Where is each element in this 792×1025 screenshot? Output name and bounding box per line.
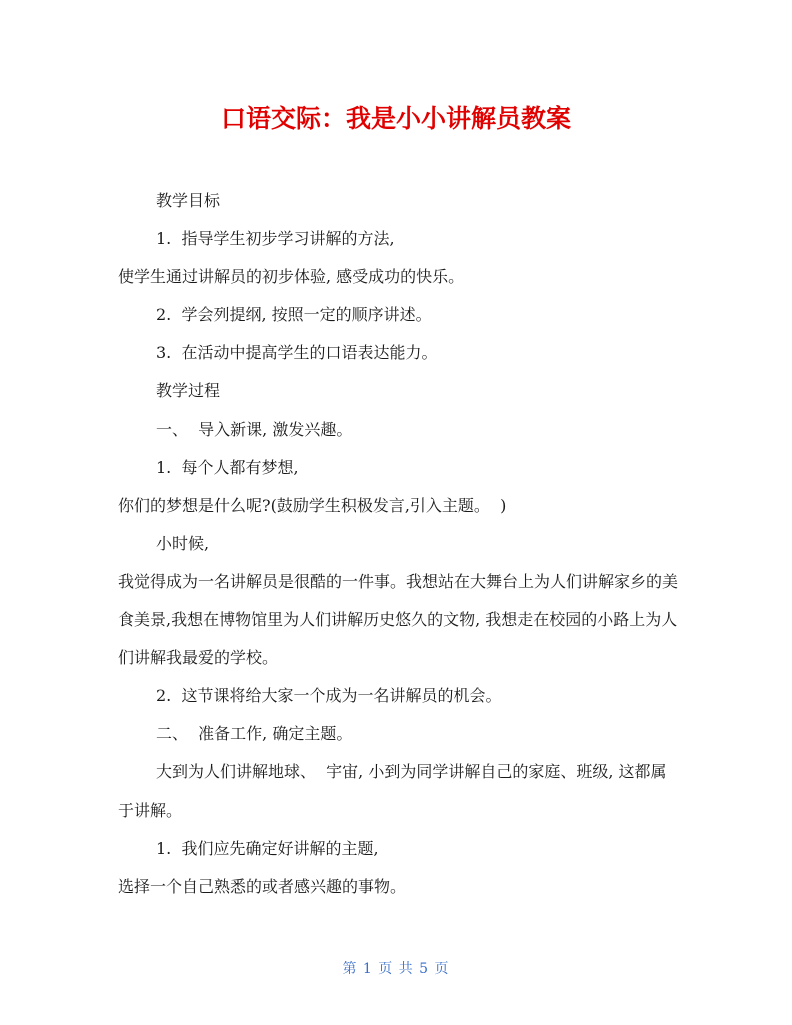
page-footer: 第 1 页 共 5 页 (342, 961, 450, 977)
paragraph: 3. 在活动中提高学生的口语表达能力。 (156, 343, 438, 363)
paragraph: 二、 准备工作, 确定主题。 (156, 724, 353, 744)
paragraph: 选择一个自己熟悉的或者感兴趣的事物。 (118, 876, 407, 896)
paragraph: 一、 导入新课, 激发兴趣。 (156, 419, 353, 439)
document-title: 口语交际：我是小小讲解员教案 (220, 104, 571, 133)
paragraph: 教学过程 (156, 381, 221, 401)
paragraph: 1. 指导学生初步学习讲解的方法, (156, 229, 395, 249)
paragraph: 2. 这节课将给大家一个成为一名讲解员的机会。 (156, 686, 502, 706)
paragraph: 2. 学会列提纲, 按照一定的顺序讲述。 (156, 305, 432, 325)
paragraph: 使学生通过讲解员的初步体验, 感受成功的快乐。 (118, 267, 465, 287)
document-body (118, 182, 678, 906)
paragraph: 教学目标 (156, 191, 221, 210)
paragraph: 你们的梦想是什么呢?(鼓励学生积极发言,引入主题。 ) (118, 495, 507, 515)
paragraph: 1. 我们应先确定好讲解的主题, (156, 838, 379, 858)
paragraph: 我觉得成为一名讲解员是很酷的一件事。我想站在大舞台上为人们讲解家乡的美食美景,我想在博物馆里为人们讲解历史悠久的文物, 我想走在校园的小路上为人们讲解我最爱的学校。 (118, 571, 679, 668)
paragraph: 小时候, (156, 533, 210, 553)
paragraph: 1. 每个人都有梦想, (156, 457, 299, 477)
paragraph: 大到为人们讲解地球、 宇宙, 小到为同学讲解自己的家庭、班级, 这都属于讲解。 (118, 762, 667, 820)
